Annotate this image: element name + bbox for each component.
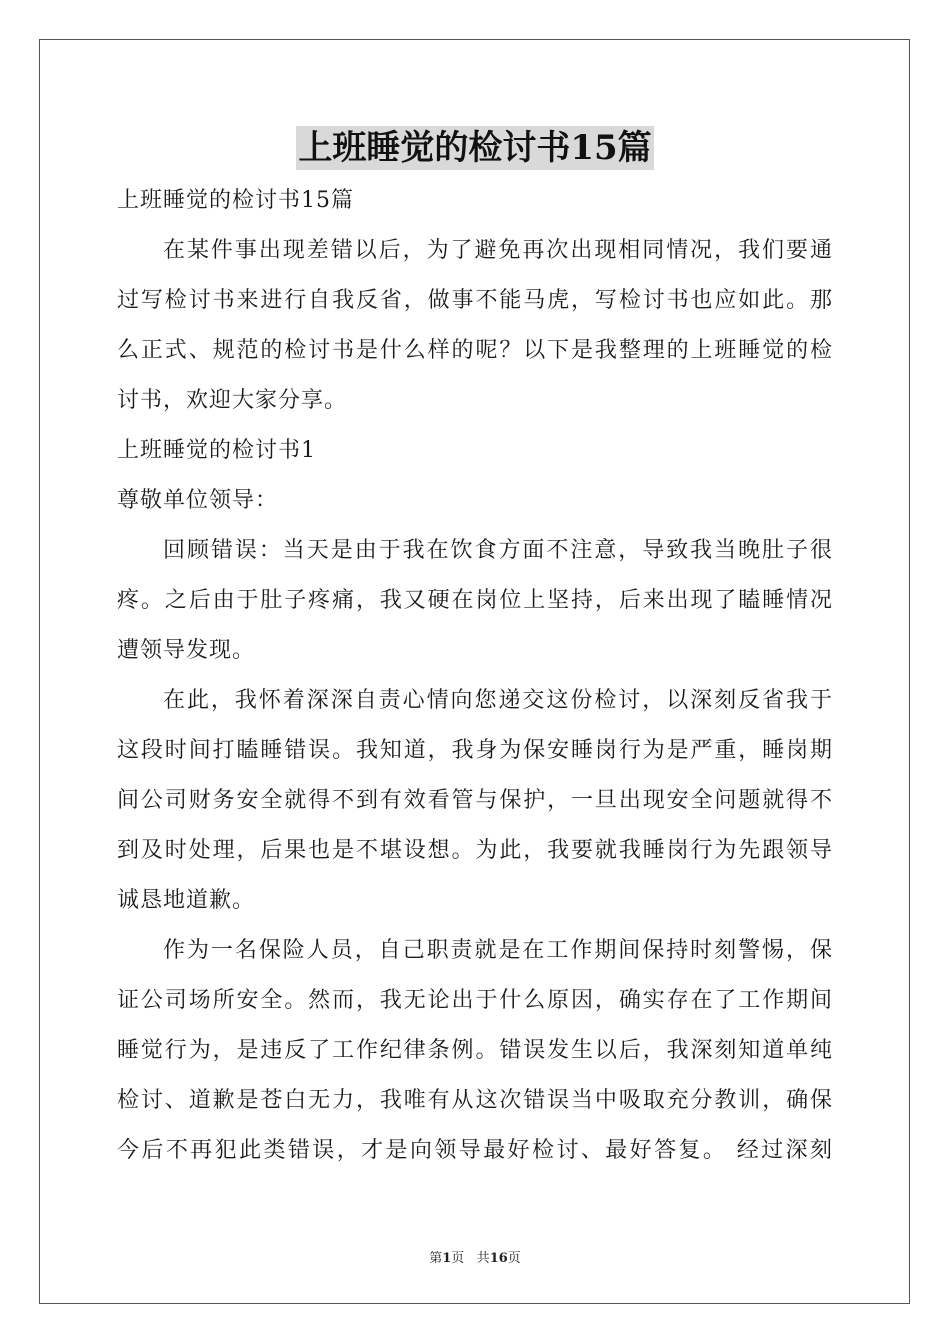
document-title: 上班睡觉的检讨书15篇 [298,128,652,168]
total-suffix: 页 [507,1251,521,1266]
paragraph-line: 回顾错误：当天是由于我在饮食方面不注意，导致我当晚肚子很 [163,538,833,563]
salutation: 尊敬单位领导： [117,488,279,513]
page-current: 1 [442,1251,452,1266]
paragraph-line: 证公司场所安全。然而，我无论出于什么原因，确实存在了工作期间 [117,988,833,1013]
paragraph-line: 这段时间打瞌睡错误。我知道，我身为保安睡岗行为是严重，睡岗期 [117,738,833,763]
page-suffix: 页 [451,1251,465,1266]
paragraph-line: 诚恳地道歉。 [117,888,256,913]
intro-line: 在某件事出现差错以后，为了避免再次出现相同情况，我们要通 [163,238,833,263]
paragraph-line: 今后不再犯此类错误，才是向领导最好检讨、最好答复。 经过深刻 [117,1138,833,1163]
paragraph-line: 在此，我怀着深深自责心情向您递交这份检讨，以深刻反省我于 [163,688,833,713]
paragraph-line: 到及时处理，后果也是不堪设想。为此，我要就我睡岗行为先跟领导 [117,838,833,863]
paragraph-line: 遭领导发现。 [117,638,256,663]
paragraph-line: 作为一名保险人员，自己职责就是在工作期间保持时刻警惕，保 [163,938,833,963]
intro-line: 过写检讨书来进行自我反省，做事不能马虎，写检讨书也应如此。那 [117,288,833,313]
document-subtitle: 上班睡觉的检讨书15篇 [117,188,354,213]
paragraph-line: 检讨、道歉是苍白无力，我唯有从这次错误当中吸取充分教训，确保 [117,1088,833,1113]
intro-line: 么正式、规范的检讨书是什么样的呢？以下是我整理的上班睡觉的检 [117,338,833,363]
document-body [117,176,833,1176]
paragraph-line: 睡觉行为，是违反了工作纪律条例。错误发生以后，我深刻知道单纯 [117,1038,833,1063]
title-area [0,126,950,170]
section-heading: 上班睡觉的检讨书1 [117,438,316,463]
page-total: 16 [489,1251,508,1266]
page-prefix: 第 [429,1251,443,1266]
page-footer [0,1247,950,1266]
total-prefix: 共 [476,1251,490,1266]
paragraph-line: 间公司财务安全就得不到有效看管与保护，一旦出现安全问题就得不 [117,788,833,813]
intro-line: 讨书，欢迎大家分享。 [117,388,348,413]
paragraph-line: 疼。之后由于肚子疼痛，我又硬在岗位上坚持，后来出现了瞌睡情况 [117,588,833,613]
